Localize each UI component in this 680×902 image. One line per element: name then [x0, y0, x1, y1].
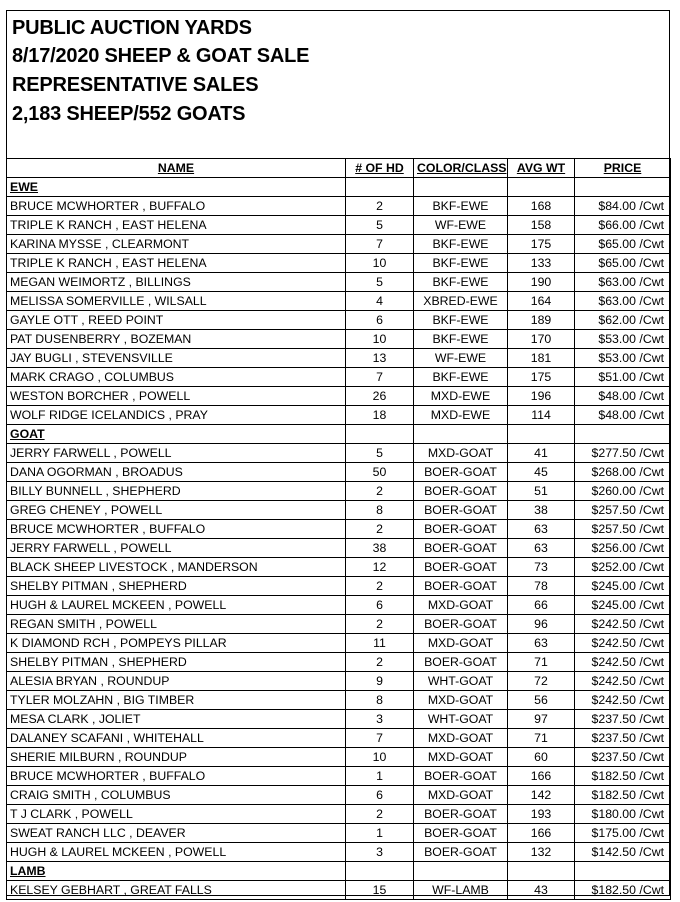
cell-color-class: WF-LAMB: [414, 881, 508, 900]
table-row: [7, 463, 671, 482]
cell-color-class: BOER-GOAT: [414, 843, 508, 862]
cell-head-count: 3: [346, 710, 414, 729]
cell-name: SHELBY PITMAN , SHEPHERD: [7, 577, 346, 596]
cell-price: $65.00 /Cwt: [575, 235, 671, 254]
cell-name: SHERIE MILBURN , ROUNDUP: [7, 748, 346, 767]
cell-name: WESTON BORCHER , POWELL: [7, 387, 346, 406]
cell-color-class: MXD-GOAT: [414, 634, 508, 653]
cell-head-count: 3: [346, 843, 414, 862]
cell-head-count: 2: [346, 577, 414, 596]
cell-avg-weight: 51: [508, 482, 575, 501]
cell-avg-weight: 60: [508, 748, 575, 767]
column-header-head-count: # OF HD: [346, 159, 414, 178]
table-row: [7, 444, 671, 463]
empty-cell: [346, 425, 414, 444]
sales-table: [6, 158, 671, 900]
cell-price: $257.50 /Cwt: [575, 501, 671, 520]
cell-price: $256.00 /Cwt: [575, 539, 671, 558]
cell-name: HUGH & LAUREL MCKEEN , POWELL: [7, 596, 346, 615]
cell-head-count: 1: [346, 824, 414, 843]
cell-avg-weight: 78: [508, 577, 575, 596]
cell-name: DANA OGORMAN , BROADUS: [7, 463, 346, 482]
cell-color-class: MXD-EWE: [414, 406, 508, 425]
table-row: [7, 748, 671, 767]
cell-avg-weight: 189: [508, 311, 575, 330]
empty-cell: [414, 862, 508, 881]
cell-head-count: 10: [346, 254, 414, 273]
cell-price: $242.50 /Cwt: [575, 691, 671, 710]
cell-name: MARK CRAGO , COLUMBUS: [7, 368, 346, 387]
table-row: [7, 710, 671, 729]
cell-avg-weight: 133: [508, 254, 575, 273]
table-row: [7, 843, 671, 862]
cell-price: $277.50 /Cwt: [575, 444, 671, 463]
cell-head-count: 7: [346, 235, 414, 254]
table-row: [7, 387, 671, 406]
cell-color-class: BOER-GOAT: [414, 539, 508, 558]
cell-avg-weight: 56: [508, 691, 575, 710]
table-row: [7, 273, 671, 292]
cell-name: SWEAT RANCH LLC , DEAVER: [7, 824, 346, 843]
cell-avg-weight: 63: [508, 634, 575, 653]
cell-head-count: 10: [346, 330, 414, 349]
table-row: [7, 805, 671, 824]
table-row: [7, 596, 671, 615]
cell-head-count: 12: [346, 558, 414, 577]
cell-color-class: WF-EWE: [414, 349, 508, 368]
table-row: [7, 558, 671, 577]
cell-head-count: 50: [346, 463, 414, 482]
cell-head-count: 6: [346, 596, 414, 615]
report-title-line: 2,183 SHEEP/552 GOATS: [12, 103, 246, 125]
cell-avg-weight: 41: [508, 444, 575, 463]
cell-price: $53.00 /Cwt: [575, 349, 671, 368]
cell-avg-weight: 63: [508, 539, 575, 558]
cell-name: GREG CHENEY , POWELL: [7, 501, 346, 520]
cell-color-class: WHT-GOAT: [414, 672, 508, 691]
cell-name: MEGAN WEIMORTZ , BILLINGS: [7, 273, 346, 292]
table-row: [7, 672, 671, 691]
cell-head-count: 9: [346, 672, 414, 691]
empty-cell: [575, 425, 671, 444]
cell-name: SHELBY PITMAN , SHEPHERD: [7, 653, 346, 672]
cell-avg-weight: 193: [508, 805, 575, 824]
cell-price: $257.50 /Cwt: [575, 520, 671, 539]
cell-price: $66.00 /Cwt: [575, 216, 671, 235]
cell-head-count: 8: [346, 501, 414, 520]
cell-avg-weight: 97: [508, 710, 575, 729]
cell-head-count: 26: [346, 387, 414, 406]
empty-cell: [575, 178, 671, 197]
section-label: LAMB: [7, 862, 346, 881]
cell-name: TRIPLE K RANCH , EAST HELENA: [7, 216, 346, 235]
cell-color-class: MXD-GOAT: [414, 729, 508, 748]
cell-name: TYLER MOLZAHN , BIG TIMBER: [7, 691, 346, 710]
cell-price: $242.50 /Cwt: [575, 615, 671, 634]
cell-name: KELSEY GEBHART , GREAT FALLS: [7, 881, 346, 900]
cell-price: $237.50 /Cwt: [575, 729, 671, 748]
cell-name: BRUCE MCWHORTER , BUFFALO: [7, 520, 346, 539]
cell-avg-weight: 114: [508, 406, 575, 425]
cell-price: $53.00 /Cwt: [575, 330, 671, 349]
report-title-line: REPRESENTATIVE SALES: [12, 74, 259, 96]
cell-price: $63.00 /Cwt: [575, 292, 671, 311]
empty-cell: [414, 425, 508, 444]
cell-color-class: MXD-GOAT: [414, 748, 508, 767]
table-row: [7, 881, 671, 900]
cell-avg-weight: 72: [508, 672, 575, 691]
cell-price: $245.00 /Cwt: [575, 577, 671, 596]
empty-cell: [346, 178, 414, 197]
cell-price: $260.00 /Cwt: [575, 482, 671, 501]
cell-head-count: 1: [346, 767, 414, 786]
cell-head-count: 7: [346, 368, 414, 387]
cell-price: $180.00 /Cwt: [575, 805, 671, 824]
cell-color-class: BOER-GOAT: [414, 824, 508, 843]
cell-color-class: XBRED-EWE: [414, 292, 508, 311]
cell-color-class: BOER-GOAT: [414, 615, 508, 634]
table-row: [7, 615, 671, 634]
table-row: [7, 311, 671, 330]
empty-cell: [508, 862, 575, 881]
cell-avg-weight: 166: [508, 767, 575, 786]
sale-report-sheet: [6, 10, 670, 896]
table-row: [7, 786, 671, 805]
cell-head-count: 38: [346, 539, 414, 558]
cell-avg-weight: 96: [508, 615, 575, 634]
cell-name: HUGH & LAUREL MCKEEN , POWELL: [7, 843, 346, 862]
cell-name: DALANEY SCAFANI , WHITEHALL: [7, 729, 346, 748]
table-row: [7, 501, 671, 520]
cell-name: BLACK SHEEP LIVESTOCK , MANDERSON: [7, 558, 346, 577]
cell-avg-weight: 45: [508, 463, 575, 482]
table-header-row: [7, 159, 671, 178]
cell-name: ALESIA BRYAN , ROUNDUP: [7, 672, 346, 691]
column-header-price: PRICE: [575, 159, 671, 178]
cell-price: $268.00 /Cwt: [575, 463, 671, 482]
column-header-name: NAME: [7, 159, 346, 178]
cell-name: CRAIG SMITH , COLUMBUS: [7, 786, 346, 805]
cell-head-count: 5: [346, 216, 414, 235]
cell-name: JAY BUGLI , STEVENSVILLE: [7, 349, 346, 368]
table-row: [7, 254, 671, 273]
cell-price: $242.50 /Cwt: [575, 634, 671, 653]
cell-head-count: 6: [346, 311, 414, 330]
table-row: [7, 520, 671, 539]
cell-avg-weight: 168: [508, 197, 575, 216]
cell-name: KARINA MYSSE , CLEARMONT: [7, 235, 346, 254]
cell-price: $65.00 /Cwt: [575, 254, 671, 273]
cell-color-class: WF-EWE: [414, 216, 508, 235]
cell-head-count: 18: [346, 406, 414, 425]
cell-avg-weight: 43: [508, 881, 575, 900]
table-row: [7, 368, 671, 387]
cell-price: $237.50 /Cwt: [575, 710, 671, 729]
cell-color-class: MXD-GOAT: [414, 444, 508, 463]
cell-color-class: BOER-GOAT: [414, 463, 508, 482]
cell-name: K DIAMOND RCH , POMPEYS PILLAR: [7, 634, 346, 653]
cell-price: $62.00 /Cwt: [575, 311, 671, 330]
cell-name: BILLY BUNNELL , SHEPHERD: [7, 482, 346, 501]
section-header-row: [7, 178, 671, 197]
cell-avg-weight: 181: [508, 349, 575, 368]
cell-color-class: BOER-GOAT: [414, 653, 508, 672]
cell-head-count: 2: [346, 520, 414, 539]
cell-head-count: 15: [346, 881, 414, 900]
cell-color-class: BOER-GOAT: [414, 577, 508, 596]
cell-name: GAYLE OTT , REED POINT: [7, 311, 346, 330]
cell-name: REGAN SMITH , POWELL: [7, 615, 346, 634]
cell-head-count: 2: [346, 805, 414, 824]
cell-name: T J CLARK , POWELL: [7, 805, 346, 824]
table-row: [7, 767, 671, 786]
cell-color-class: BKF-EWE: [414, 273, 508, 292]
report-title-line: 8/17/2020 SHEEP & GOAT SALE: [12, 45, 310, 67]
cell-head-count: 13: [346, 349, 414, 368]
table-row: [7, 577, 671, 596]
cell-color-class: WHT-GOAT: [414, 710, 508, 729]
cell-avg-weight: 71: [508, 653, 575, 672]
cell-name: MELISSA SOMERVILLE , WILSALL: [7, 292, 346, 311]
cell-avg-weight: 142: [508, 786, 575, 805]
cell-name: MESA CLARK , JOLIET: [7, 710, 346, 729]
cell-avg-weight: 196: [508, 387, 575, 406]
cell-avg-weight: 166: [508, 824, 575, 843]
empty-cell: [346, 862, 414, 881]
table-row: [7, 292, 671, 311]
empty-cell: [575, 862, 671, 881]
table-row: [7, 406, 671, 425]
section-header-row: [7, 425, 671, 444]
cell-name: TRIPLE K RANCH , EAST HELENA: [7, 254, 346, 273]
cell-head-count: 6: [346, 786, 414, 805]
cell-head-count: 5: [346, 444, 414, 463]
cell-name: WOLF RIDGE ICELANDICS , PRAY: [7, 406, 346, 425]
cell-color-class: BKF-EWE: [414, 368, 508, 387]
cell-name: BRUCE MCWHORTER , BUFFALO: [7, 197, 346, 216]
cell-color-class: BOER-GOAT: [414, 805, 508, 824]
cell-avg-weight: 71: [508, 729, 575, 748]
cell-avg-weight: 164: [508, 292, 575, 311]
cell-color-class: MXD-GOAT: [414, 786, 508, 805]
column-header-avg-weight: AVG WT: [508, 159, 575, 178]
cell-color-class: BOER-GOAT: [414, 482, 508, 501]
table-row: [7, 216, 671, 235]
cell-head-count: 2: [346, 653, 414, 672]
cell-price: $84.00 /Cwt: [575, 197, 671, 216]
cell-head-count: 2: [346, 482, 414, 501]
cell-avg-weight: 38: [508, 501, 575, 520]
cell-avg-weight: 175: [508, 235, 575, 254]
cell-color-class: BKF-EWE: [414, 311, 508, 330]
table-row: [7, 824, 671, 843]
cell-price: $182.50 /Cwt: [575, 881, 671, 900]
cell-price: $252.00 /Cwt: [575, 558, 671, 577]
table-row: [7, 729, 671, 748]
cell-name: BRUCE MCWHORTER , BUFFALO: [7, 767, 346, 786]
empty-cell: [508, 178, 575, 197]
cell-color-class: BOER-GOAT: [414, 501, 508, 520]
cell-price: $63.00 /Cwt: [575, 273, 671, 292]
table-row: [7, 653, 671, 672]
cell-price: $175.00 /Cwt: [575, 824, 671, 843]
table-row: [7, 197, 671, 216]
cell-price: $242.50 /Cwt: [575, 653, 671, 672]
cell-name: JERRY FARWELL , POWELL: [7, 444, 346, 463]
cell-head-count: 2: [346, 197, 414, 216]
empty-cell: [508, 425, 575, 444]
column-header-color-class: COLOR/CLASS: [414, 159, 508, 178]
cell-color-class: BKF-EWE: [414, 235, 508, 254]
section-label: EWE: [7, 178, 346, 197]
cell-head-count: 7: [346, 729, 414, 748]
cell-avg-weight: 158: [508, 216, 575, 235]
empty-cell: [414, 178, 508, 197]
cell-avg-weight: 175: [508, 368, 575, 387]
cell-price: $245.00 /Cwt: [575, 596, 671, 615]
cell-avg-weight: 170: [508, 330, 575, 349]
sales-table-body: [7, 178, 671, 900]
table-row: [7, 634, 671, 653]
cell-head-count: 5: [346, 273, 414, 292]
table-row: [7, 482, 671, 501]
cell-name: PAT DUSENBERRY , BOZEMAN: [7, 330, 346, 349]
cell-color-class: MXD-GOAT: [414, 596, 508, 615]
section-header-row: [7, 862, 671, 881]
cell-avg-weight: 73: [508, 558, 575, 577]
cell-head-count: 8: [346, 691, 414, 710]
cell-color-class: BKF-EWE: [414, 254, 508, 273]
cell-head-count: 2: [346, 615, 414, 634]
cell-price: $48.00 /Cwt: [575, 406, 671, 425]
cell-color-class: BKF-EWE: [414, 197, 508, 216]
report-title-line: PUBLIC AUCTION YARDS: [12, 17, 252, 39]
cell-name: JERRY FARWELL , POWELL: [7, 539, 346, 558]
table-row: [7, 691, 671, 710]
cell-head-count: 4: [346, 292, 414, 311]
cell-head-count: 11: [346, 634, 414, 653]
cell-color-class: MXD-GOAT: [414, 691, 508, 710]
cell-head-count: 10: [346, 748, 414, 767]
report-title-block: [7, 11, 669, 159]
table-row: [7, 349, 671, 368]
cell-price: $182.50 /Cwt: [575, 767, 671, 786]
cell-color-class: BKF-EWE: [414, 330, 508, 349]
cell-avg-weight: 132: [508, 843, 575, 862]
cell-price: $48.00 /Cwt: [575, 387, 671, 406]
cell-price: $51.00 /Cwt: [575, 368, 671, 387]
cell-price: $242.50 /Cwt: [575, 672, 671, 691]
cell-color-class: MXD-EWE: [414, 387, 508, 406]
cell-price: $142.50 /Cwt: [575, 843, 671, 862]
cell-price: $182.50 /Cwt: [575, 786, 671, 805]
table-row: [7, 330, 671, 349]
section-label: GOAT: [7, 425, 346, 444]
cell-avg-weight: 63: [508, 520, 575, 539]
cell-color-class: BOER-GOAT: [414, 558, 508, 577]
cell-avg-weight: 190: [508, 273, 575, 292]
table-row: [7, 539, 671, 558]
table-row: [7, 235, 671, 254]
cell-color-class: BOER-GOAT: [414, 520, 508, 539]
cell-avg-weight: 66: [508, 596, 575, 615]
cell-price: $237.50 /Cwt: [575, 748, 671, 767]
cell-color-class: BOER-GOAT: [414, 767, 508, 786]
